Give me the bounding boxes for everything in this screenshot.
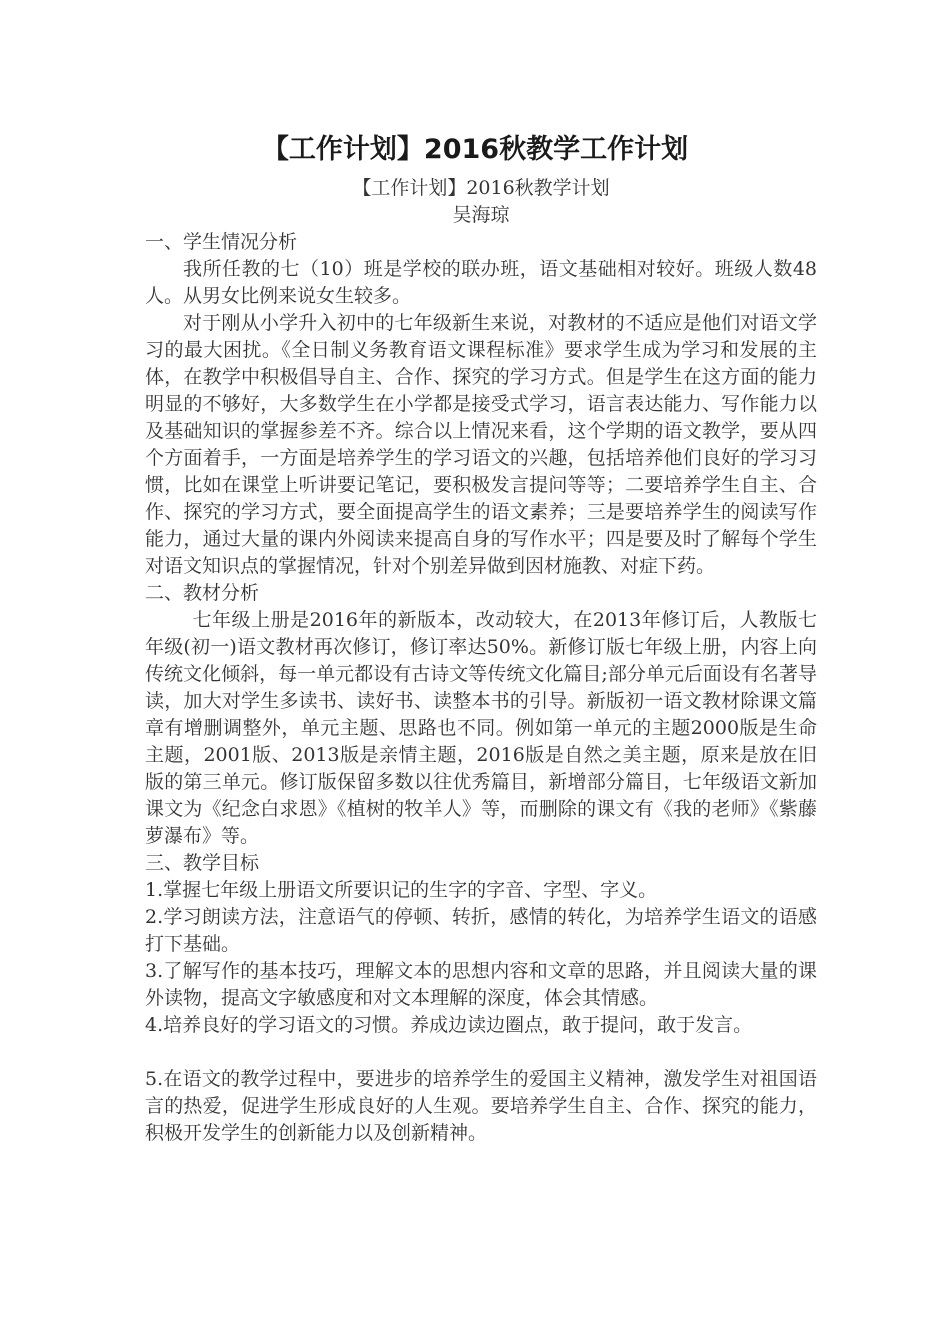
document-author: 吴海琼 <box>452 204 510 226</box>
goal-item-5: 5.在语文的教学过程中，要进步的培养学生的爱国主义精神，激发学生对祖国语言的热爱，促进学生形成良好的人生观。要培养学生自主、合作、探究的能力，积极开发学生的创新能力以及创新精神。 <box>145 1068 817 1144</box>
paragraph-class-info: 我所任教的七（10）班是学校的联办班，语文基础相对较好。班级人数48人。从男女比例来说女生较多。 <box>145 258 817 307</box>
section-heading-students: 一、学生情况分析 <box>145 231 298 253</box>
goal-item-4: 4.培养良好的学习语文的习惯。养成边读边圈点，敢于提问，敢于发言。 <box>145 1014 753 1036</box>
goal-item-1: 1.掌握七年级上册语文所要识记的生字的字音、字型、字义。 <box>145 879 658 901</box>
document-body <box>145 175 817 1147</box>
section-heading-textbook: 二、教材分析 <box>145 582 260 604</box>
document-title: 【工作计划】2016秋教学工作计划 <box>261 134 689 165</box>
blank-line <box>145 1039 817 1066</box>
section-heading-goals: 三、教学目标 <box>145 852 260 874</box>
paragraph-textbook-analysis: 七年级上册是2016年的新版本，改动较大，在2013年修订后，人教版七年级(初一)语文教材再次修订，修订率达50%。新修订版七年级上册，内容上向传统文化倾斜，每一单元都设有古诗文等传统文化篇目;部分单元后面设有名著导读，加大对学生多读书、读好书、读整本书的引导。新版初一语文教材除课文篇章有增删调整外，单元主题、思路也不同。例如第一单元的主题2000版是生命主题，2001版、2013版是亲情主题，2016版是自然之美主题，原来是放在旧版的第三单元。修订版保留多数以往优秀篇目，新增部分篇目，七年级语文新加课文为《纪念白求恩》《植树的牧羊人》等，而删除的课文有《我的老师》《紫藤萝瀑布》等。 <box>145 609 817 847</box>
document-subtitle: 【工作计划】2016秋教学计划 <box>352 177 610 199</box>
goal-item-2: 2.学习朗读方法，注意语气的停顿、转折，感情的转化，为培养学生语文的语感打下基础。 <box>145 906 817 955</box>
paragraph-student-analysis: 对于刚从小学升入初中的七年级新生来说，对教材的不适应是他们对语文学习的最大困扰。《全日制义务教育语文课程标准》要求学生成为学习和发展的主体，在教学中积极倡导自主、合作、探究的学习方式。但是学生在这方面的能力明显的不够好，大多数学生在小学都是接受式学习，语言表达能力、写作能力以及基础知识的掌握参差不齐。综合以上情况来看，这个学期的语文教学，要从四个方面着手，一方面是培养学生的学习语文的兴趣，包括培养他们良好的学习习惯，比如在课堂上听讲要记笔记，要积极发言提问等等；二要培养学生自主、合作、探究的学习方式，要全面提高学生的语文素养；三是要培养学生的阅读写作能力，通过大量的课内外阅读来提高自身的写作水平；四是要及时了解每个学生对语文知识点的掌握情况，针对个别差异做到因材施教、对症下药。 <box>145 312 817 577</box>
goal-item-3: 3.了解写作的基本技巧，理解文本的思想内容和文章的思路，并且阅读大量的课外读物，提高文字敏感度和对文本理解的深度，体会其情感。 <box>145 960 817 1009</box>
